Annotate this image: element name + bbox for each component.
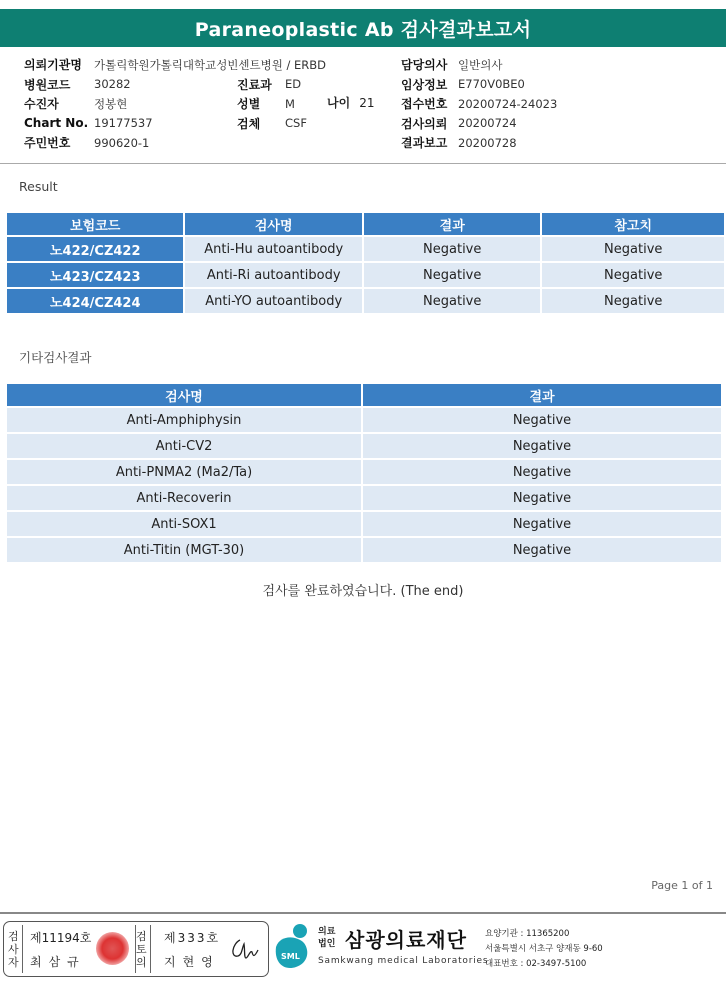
table-row [7,460,721,484]
age-label: 나이 [327,96,351,110]
test-name-cell: Anti-Recoverin [7,486,361,510]
institution-label: 의뢰기관명 [24,58,82,73]
insurance-code-cell: 노424/CZ424 [7,289,183,313]
test-name-cell: Anti-Hu autoantibody [185,237,361,261]
resident-no-label: 주민번호 [24,136,71,151]
org-english-name: Samkwang medical Laboratories [318,956,489,966]
address: 서울특별시 서초구 양재동 9-60 [485,944,603,954]
report-title: Paraneoplastic Ab 검사결과보고서 [0,9,726,47]
table-row [7,408,721,432]
doctor-label: 담당의사 [401,58,448,73]
request-date-value: 20200724 [458,116,517,131]
header-reference: 참고치 [542,213,724,235]
receipt-no-value: 20200724-24023 [458,96,558,111]
header-insurance-code: 보험코드 [7,213,183,235]
result-header-row [7,213,724,235]
header-test-name: 검사명 [185,213,361,235]
department-value: ED [285,77,302,92]
reviewer-label: 검토의 [135,925,151,973]
specimen-label: 검체 [237,116,261,131]
institution-value: 가톨릭학원가톨릭대학교성빈센트병원 / ERBD [94,57,327,72]
org-corp-label: 의료법인 [318,927,336,949]
patient-value: 정봉현 [94,96,128,111]
test-name-cell: Anti-SOX1 [7,512,361,536]
org-name: 삼광의료재단 [345,928,467,952]
report-date-label: 결과보고 [401,136,448,151]
clinical-info-value: E770V0BE0 [458,77,525,92]
result-cell: Negative [363,460,721,484]
table-row [7,486,721,510]
chart-no-label: Chart No. [24,116,89,131]
seal-stamp-icon [96,932,129,965]
request-date-label: 검사의뢰 [401,116,448,131]
table-row [7,512,721,536]
reference-cell: Negative [542,237,724,261]
sex-label: 성별 [237,97,261,112]
reference-cell: Negative [542,289,724,313]
header-result: 결과 [364,213,540,235]
result-section-label: Result [19,179,58,194]
result-cell: Negative [363,408,721,432]
other-header-row [7,384,721,406]
result-cell: Negative [363,434,721,458]
insurance-code-cell: 노422/CZ422 [7,237,183,261]
table-row [7,434,721,458]
facility-code: 요양기관 : 11365200 [485,929,570,939]
result-cell: Negative [364,237,540,261]
other-tests-table [5,382,723,564]
header-test-name: 검사명 [7,384,361,406]
hospital-code-value: 30282 [94,77,131,92]
test-name-cell: Anti-Amphiphysin [7,408,361,432]
result-cell: Negative [363,512,721,536]
header-divider [0,163,726,164]
table-row [7,289,724,313]
patient-info-right [401,55,721,153]
inspector-label: 검사자 [8,925,23,973]
inspector-name: 최삼규 [30,955,86,969]
doctor-value: 일반의사 [458,57,503,72]
resident-no-value: 990620-1 [94,135,150,150]
test-name-cell: Anti-Titin (MGT-30) [7,538,361,562]
result-cell: Negative [364,289,540,313]
table-row [7,237,724,261]
phone: 대표번호 : 02-3497-5100 [485,959,587,969]
clinical-info-label: 임상정보 [401,77,448,92]
chart-no-value: 19177537 [94,116,153,131]
inspector-license: 제11194호 [30,931,92,945]
age-value: 21 [359,96,375,110]
contact-info [485,927,603,972]
reviewer-license: 제333호 [164,931,221,945]
test-name-cell: Anti-Ri autoantibody [185,263,361,287]
hospital-code-label: 병원코드 [24,77,71,92]
organization-logo [272,921,489,975]
receipt-no-label: 접수번호 [401,97,448,112]
reference-cell: Negative [542,263,724,287]
other-section-label: 기타검사결과 [19,350,92,365]
department-label: 진료과 [237,77,272,92]
patient-label: 수진자 [24,97,59,112]
specimen-value: CSF [285,116,307,131]
sml-logo-icon [272,921,316,975]
page-number: Page 1 of 1 [651,879,713,892]
table-row [7,538,721,562]
age-field [327,94,374,111]
report-date-value: 20200728 [458,135,517,150]
sml-badge-text: SML [281,952,300,961]
test-name-cell: Anti-PNMA2 (Ma2/Ta) [7,460,361,484]
test-name-cell: Anti-CV2 [7,434,361,458]
test-name-cell: Anti-YO autoantibody [185,289,361,313]
insurance-code-cell: 노423/CZ423 [7,263,183,287]
signature-icon [228,936,262,962]
signature-box [3,921,269,977]
reviewer-name: 지현영 [164,955,220,969]
result-cell: Negative [363,538,721,562]
table-row [7,263,724,287]
end-message: 검사를 완료하였습니다. (The end) [262,584,464,599]
result-cell: Negative [363,486,721,510]
result-table [5,211,726,315]
footer-divider [0,912,726,914]
result-cell: Negative [364,263,540,287]
sex-value: M [285,96,295,111]
header-result: 결과 [363,384,721,406]
